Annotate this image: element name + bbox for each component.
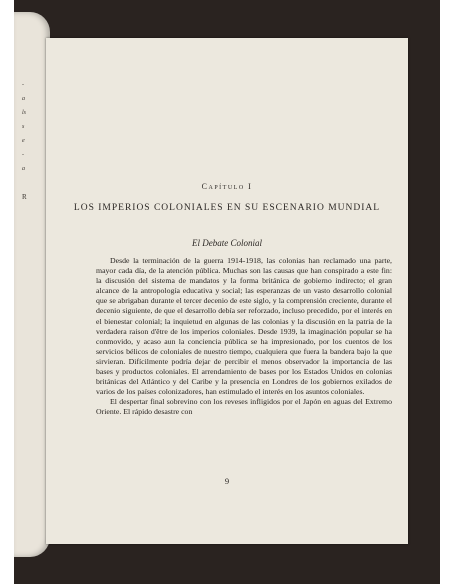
glyph: s: [22, 124, 25, 130]
paragraph: Desde la terminación de la guerra 1914-1918, las colonias han reclamado una parte, mayor cada día, de la atención pública. Muchas son las causas que han conspirado a este fin: la discusión del sistema de mandatos y la forma británica de gobierno indirecto; el gran alcance de la antropología educativa y social; las esperanzas de un vasto desarrollo colonial que se abrigaban durante el tercer decenio de este siglo, y la comprensión creciente, durante el decenio siguiente, de que el desarrollo debía ser reforzado, incluso precedido, por el interés en el bienestar colonial; la inquietud en algunas de las colonias y la discusión en la patria de la verdadera raison d'être de los imperios coloniales. Desde 1939, la imaginación popular se ha conmovido, y acaso aun la conciencia pública se ha impresionado, por los cuentos de los servicios bélicos de coloniales de nuestro tiempo, cualquiera que fuera la bandera bajo la que sirvieran. Difícilmente podría dejar de percibir el menos observador la importancia de las bases y productos coloniales. El arrendamiento de bases por los Estados Unidos en colonias británicas del Atlántico y del Caribe y la presencia en Londres de los gobiernos exilados de varios de los países colonizadores, han estimulado el interés en los asuntos coloniales.: [96, 256, 392, 397]
body-text: [96, 256, 392, 418]
section-subtitle: El Debate Colonial: [192, 238, 262, 248]
page-number: 9: [224, 476, 230, 486]
chapter-title: LOS IMPERIOS COLONIALES EN SU ESCENARIO MUNDIAL: [73, 203, 381, 213]
glyph: -: [22, 82, 24, 88]
glyph: a: [22, 96, 25, 102]
previous-page-text-fragments: [22, 78, 40, 204]
paragraph: El despertar final sobrevino con los reveses infligidos por el Japón en aguas del Extremo Oriente. El rápido desastre con: [96, 397, 392, 417]
glyph: R: [22, 193, 27, 201]
glyph: ls: [22, 110, 27, 116]
book-page: [46, 38, 408, 544]
glyph: -: [22, 152, 24, 158]
chapter-label: Capítulo I: [201, 182, 253, 191]
glyph: a: [22, 166, 25, 172]
glyph: e: [22, 138, 25, 144]
